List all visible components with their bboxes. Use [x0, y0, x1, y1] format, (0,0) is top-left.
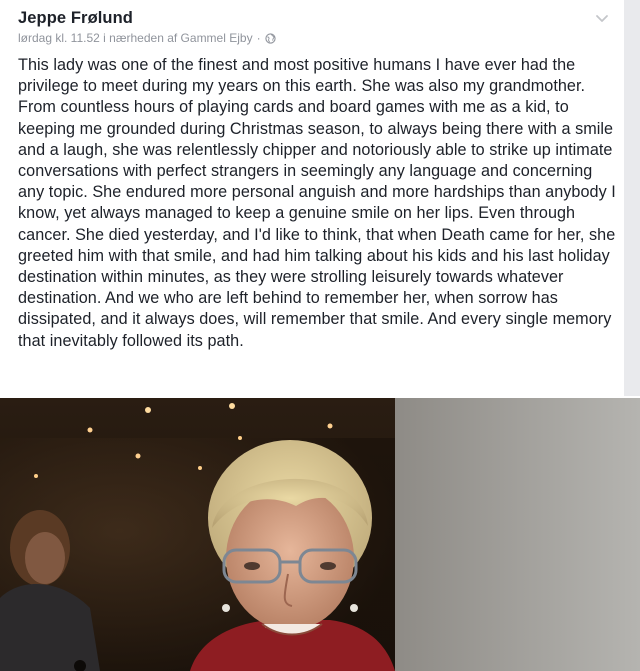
- photo-of-smiling-woman: [0, 398, 640, 671]
- scrollbar-track[interactable]: [624, 0, 640, 396]
- post-location[interactable]: i nærheden af Gammel Ejby: [103, 31, 253, 45]
- globe-icon[interactable]: [265, 33, 276, 44]
- post-header: [18, 8, 610, 50]
- meta-separator: ·: [256, 31, 261, 45]
- chevron-down-icon[interactable]: [594, 10, 610, 26]
- post-body-text: This lady was one of the finest and most positive humans I have ever had the privilege to meet during my years on this earth. She was also my grandmother. From countless hours of playing cards and board games with me as a kid, to keeping me grounded during Christmas season, to always being there with a smile and a laugh, she was relentlessly chipper and notoriously able to strike up intimate conversations with perfect strangers in seemingly any language and concerning any topic. She endured more personal anguish and more hardships than anybody I know, yet always managed to keep a genuine smile on her lips. Even through cancer. She died yesterday, and I'd like to think, that when Death came for her, she greeted him with that smile, and had him talking about his kids and his last holiday destination within minutes, as they were strolling leisurely towards whatever destination. And we who are left behind to remember her, when sorrow has dissipated, and it always does, will remember that smile. And every single memory that inevitably followed its path.: [18, 56, 616, 350]
- post-photo[interactable]: [0, 398, 640, 671]
- post-meta: [18, 30, 610, 46]
- post-timestamp[interactable]: lørdag kl. 11.52: [18, 31, 100, 45]
- author-name[interactable]: Jeppe Frølund: [18, 9, 133, 27]
